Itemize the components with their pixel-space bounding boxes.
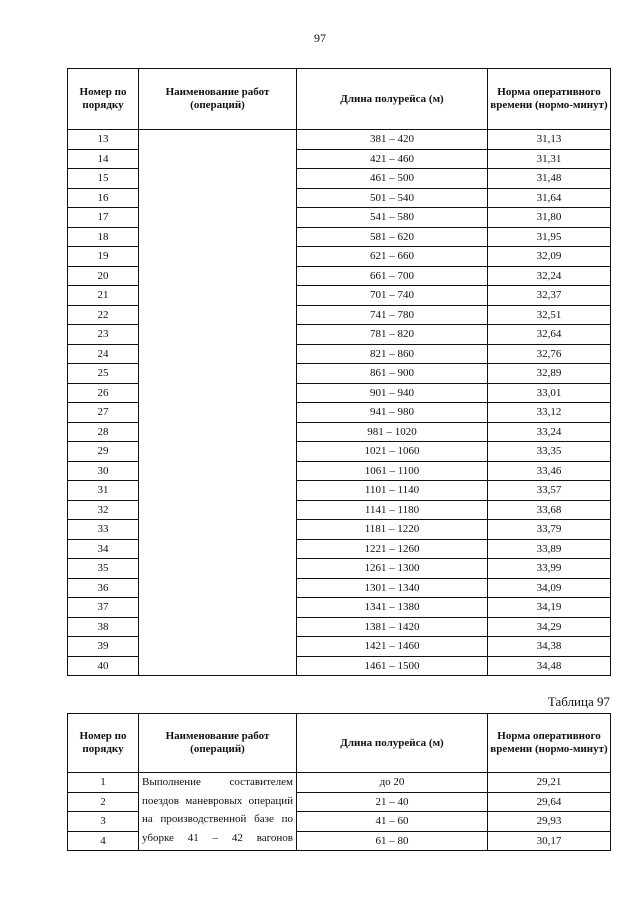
length-range: 501 – 540 [297, 188, 488, 208]
length-range: 581 – 620 [297, 227, 488, 247]
row-number: 20 [68, 266, 139, 286]
norm-value: 33,89 [488, 539, 611, 559]
norm-value: 31,31 [488, 149, 611, 169]
operation-cell [139, 773, 297, 851]
norm-value: 33,24 [488, 422, 611, 442]
length-range: 41 – 60 [297, 812, 488, 832]
header-norm: Норма оперативного времени (нормо-минут) [488, 714, 611, 773]
norm-value: 32,09 [488, 247, 611, 267]
length-range: 701 – 740 [297, 286, 488, 306]
norm-value: 33,46 [488, 461, 611, 481]
row-number: 21 [68, 286, 139, 306]
norm-value: 32,89 [488, 364, 611, 384]
length-range: 981 – 1020 [297, 422, 488, 442]
length-range: 1421 – 1460 [297, 637, 488, 657]
norm-value: 34,29 [488, 617, 611, 637]
length-range: 741 – 780 [297, 305, 488, 325]
length-range: 821 – 860 [297, 344, 488, 364]
header-length: Длина полурейса (м) [297, 714, 488, 773]
table-row [68, 130, 611, 150]
length-range: 461 – 500 [297, 169, 488, 189]
length-range: 1061 – 1100 [297, 461, 488, 481]
norm-value: 32,51 [488, 305, 611, 325]
norm-value: 33,57 [488, 481, 611, 501]
length-range: 941 – 980 [297, 403, 488, 423]
norm-value: 33,35 [488, 442, 611, 462]
norm-value: 31,48 [488, 169, 611, 189]
norm-value: 29,21 [488, 773, 611, 793]
norm-value: 29,93 [488, 812, 611, 832]
norm-value: 34,19 [488, 598, 611, 618]
row-number: 14 [68, 149, 139, 169]
length-range: 421 – 460 [297, 149, 488, 169]
row-number: 13 [68, 130, 139, 150]
length-range: 541 – 580 [297, 208, 488, 228]
row-number: 3 [68, 812, 139, 832]
header-operation: Наименование работ (операций) [139, 69, 297, 130]
row-number: 26 [68, 383, 139, 403]
length-range: 1301 – 1340 [297, 578, 488, 598]
norm-value: 34,09 [488, 578, 611, 598]
row-number: 33 [68, 520, 139, 540]
row-number: 31 [68, 481, 139, 501]
norm-value: 34,38 [488, 637, 611, 657]
row-number: 23 [68, 325, 139, 345]
length-range: 621 – 660 [297, 247, 488, 267]
row-number: 39 [68, 637, 139, 657]
row-number: 25 [68, 364, 139, 384]
operation-text: Выполнение составителем поездов маневровых операций на производственной базе по уборке 41 – 42 вагонов [142, 776, 293, 844]
length-range: 1181 – 1220 [297, 520, 488, 540]
table-header-row [68, 69, 611, 130]
table-row [68, 773, 611, 793]
row-number: 15 [68, 169, 139, 189]
row-number: 30 [68, 461, 139, 481]
length-range: 1461 – 1500 [297, 656, 488, 676]
header-number: Номер по порядку [68, 714, 139, 773]
length-range: 1021 – 1060 [297, 442, 488, 462]
length-range: 781 – 820 [297, 325, 488, 345]
table-body [68, 130, 611, 676]
norm-value: 33,01 [488, 383, 611, 403]
row-number: 2 [68, 792, 139, 812]
norm-value: 33,68 [488, 500, 611, 520]
page-number: 97 [314, 31, 326, 45]
row-number: 1 [68, 773, 139, 793]
row-number: 19 [68, 247, 139, 267]
norm-value: 32,64 [488, 325, 611, 345]
length-range: 901 – 940 [297, 383, 488, 403]
row-number: 40 [68, 656, 139, 676]
length-range: до 20 [297, 773, 488, 793]
length-range: 21 – 40 [297, 792, 488, 812]
norm-value: 32,76 [488, 344, 611, 364]
norm-value: 30,17 [488, 831, 611, 851]
norm-value: 29,64 [488, 792, 611, 812]
row-number: 24 [68, 344, 139, 364]
norms-table-97 [67, 713, 611, 851]
row-number: 27 [68, 403, 139, 423]
norm-value: 33,99 [488, 559, 611, 579]
row-number: 17 [68, 208, 139, 228]
norm-value: 31,13 [488, 130, 611, 150]
norm-value: 31,95 [488, 227, 611, 247]
row-number: 32 [68, 500, 139, 520]
length-range: 1341 – 1380 [297, 598, 488, 618]
length-range: 61 – 80 [297, 831, 488, 851]
length-range: 1221 – 1260 [297, 539, 488, 559]
length-range: 661 – 700 [297, 266, 488, 286]
length-range: 1381 – 1420 [297, 617, 488, 637]
norm-value: 31,64 [488, 188, 611, 208]
header-number: Номер по порядку [68, 69, 139, 130]
row-number: 28 [68, 422, 139, 442]
row-number: 38 [68, 617, 139, 637]
norms-table-continued [67, 68, 611, 676]
norm-value: 31,80 [488, 208, 611, 228]
header-length: Длина полурейса (м) [297, 69, 488, 130]
norm-value: 33,12 [488, 403, 611, 423]
table-header-row [68, 714, 611, 773]
row-number: 22 [68, 305, 139, 325]
row-number: 34 [68, 539, 139, 559]
norm-value: 34,48 [488, 656, 611, 676]
table-body [68, 773, 611, 851]
row-number: 18 [68, 227, 139, 247]
row-number: 16 [68, 188, 139, 208]
row-number: 29 [68, 442, 139, 462]
norm-value: 33,79 [488, 520, 611, 540]
operation-cell [139, 130, 297, 676]
length-range: 1261 – 1300 [297, 559, 488, 579]
table-caption: Таблица 97 [547, 694, 610, 709]
norm-value: 32,24 [488, 266, 611, 286]
row-number: 35 [68, 559, 139, 579]
length-range: 1101 – 1140 [297, 481, 488, 501]
length-range: 1141 – 1180 [297, 500, 488, 520]
header-norm: Норма оперативного времени (нормо-минут) [488, 69, 611, 130]
length-range: 861 – 900 [297, 364, 488, 384]
length-range: 381 – 420 [297, 130, 488, 150]
row-number: 36 [68, 578, 139, 598]
header-operation: Наименование работ (операций) [139, 714, 297, 773]
norm-value: 32,37 [488, 286, 611, 306]
row-number: 37 [68, 598, 139, 618]
row-number: 4 [68, 831, 139, 851]
